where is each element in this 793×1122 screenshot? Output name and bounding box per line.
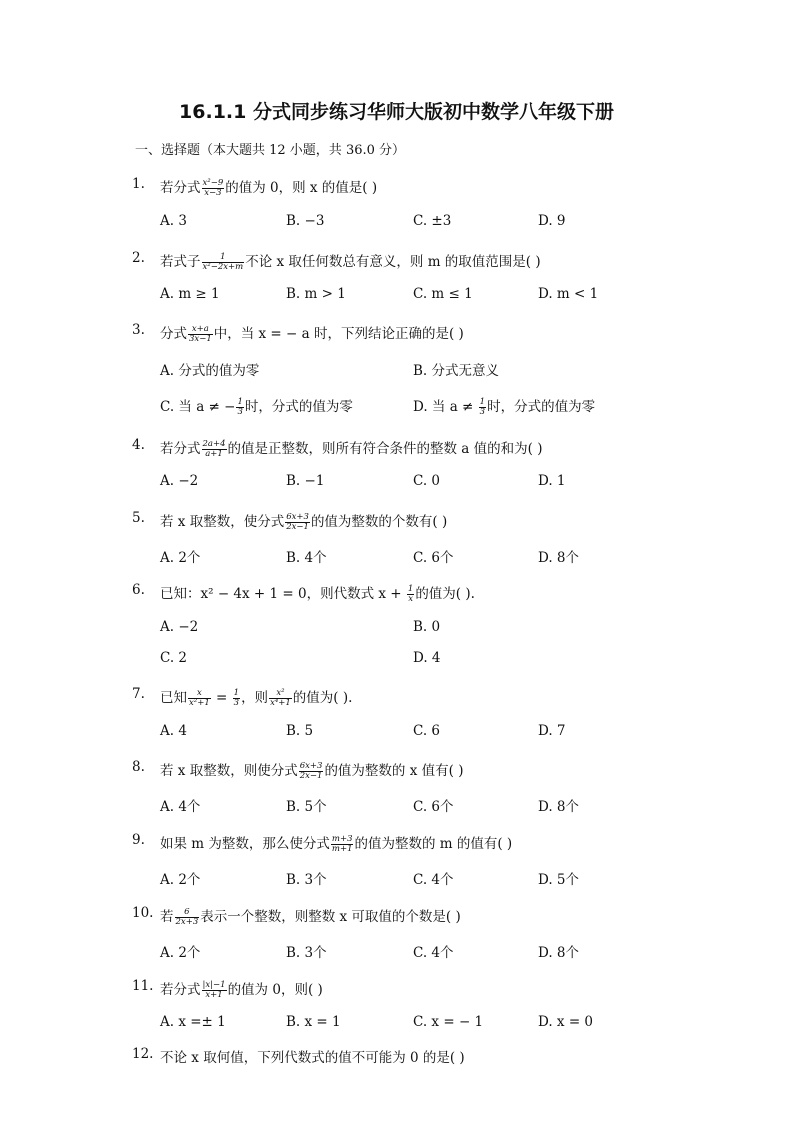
option-c: C. 2	[160, 650, 188, 666]
section-heading: 一、选择题（本大题共 12 小题，共 36.0 分）	[135, 143, 406, 158]
option-d: D. 8个	[538, 945, 580, 961]
question-number: 10.	[132, 905, 154, 921]
option-d: D. 5个	[538, 872, 580, 888]
option-a: A. 分式的值为零	[160, 363, 260, 379]
fraction: $\frac{1}{3}$	[479, 397, 486, 417]
option-b: B. 3个	[286, 872, 327, 888]
option-c: C. 0	[413, 473, 441, 489]
question-stem: 若 x 取整数，则使分式 $\frac{6x+3}{2x-1}$ 的值为整数的 x 值有( )	[160, 761, 464, 781]
question-number: 8.	[132, 759, 145, 775]
option-c: C. 4个	[413, 872, 454, 888]
option-a: A. 4个	[160, 799, 201, 815]
option-d: D. x = 0	[538, 1014, 594, 1030]
option-a: A. 2个	[160, 550, 201, 566]
option-b: B. 分式无意义	[413, 363, 500, 379]
question-stem: 若分式 $\frac{2a+4}{a+1}$ 的值是正整数，则所有符合条件的整数 a 值的和为( )	[160, 439, 543, 459]
question-number: 3.	[132, 322, 145, 338]
fraction: $\frac{6x+3}{2x-1}$	[286, 512, 309, 532]
option-b: B. 5个	[286, 799, 327, 815]
option-b: B. x = 1	[286, 1014, 341, 1030]
option-d: D. 8个	[538, 799, 580, 815]
question-stem: 若式子 $\frac{1}{\text{x²−2x+m}}$ 不论 x 取任何数总有意义，则 m 的取值范围是( )	[160, 252, 541, 272]
option-a: A. 3	[160, 213, 187, 229]
option-b: B. −1	[286, 473, 325, 489]
question-number: 5.	[132, 510, 145, 526]
question-stem: 分式 $\frac{x+a}{3x-1}$ 中，当 x = − a 时，下列结论正确的是( )	[160, 324, 464, 344]
option-b: B. −3	[286, 213, 325, 229]
fraction: $\frac{2a+4}{a+1}$	[202, 439, 226, 459]
option-c: C. 4个	[413, 945, 454, 961]
question-stem: 若分式 $\frac{|x|-1}{x+1}$ 的值为 0，则( )	[160, 980, 323, 1000]
question-number: 12.	[132, 1046, 154, 1062]
option-d: D. 当 a ≠ $\frac{1}{3}$ 时，分式的值为零	[413, 397, 596, 417]
option-c: C. m ≤ 1	[413, 286, 473, 302]
option-b: B. 0	[413, 619, 441, 635]
question-number: 11.	[132, 978, 154, 994]
fraction: $\frac{x+a}{3x-1}$	[189, 324, 212, 344]
option-a: A. 2个	[160, 945, 201, 961]
fraction: $\frac{\text{x²}}{\text{x⁴+1}}$	[270, 688, 291, 708]
fraction: $\frac{6}{2x+3}$	[175, 907, 199, 927]
fraction: $\frac{6x+3}{2x-1}$	[299, 761, 323, 781]
option-c: C. 6个	[413, 799, 454, 815]
option-d: D. 8个	[538, 550, 580, 566]
fraction: $\frac{|x|-1}{x+1}$	[202, 980, 226, 1000]
option-b: B. 3个	[286, 945, 327, 961]
question-number: 2.	[132, 250, 145, 266]
option-d: D. 4	[413, 650, 441, 666]
option-b: B. 5	[286, 723, 314, 739]
option-d: D. 7	[538, 723, 566, 739]
question-stem: 不论 x 取何值，下列代数式的值不可能为 0 的是( )	[160, 1050, 465, 1066]
fraction: $\frac{1}{3}$	[233, 688, 240, 708]
question-number: 7.	[132, 686, 145, 702]
option-a: A. 2个	[160, 872, 201, 888]
option-a: A. 4	[160, 723, 187, 739]
question-number: 4.	[132, 437, 145, 453]
question-stem: 如果 m 为整数，那么使分式 $\frac{m+3}{m+1}$ 的值为整数的 m 的值有( )	[160, 834, 513, 854]
fraction: $\frac{1}{\text{x²−2x+m}}$	[202, 252, 244, 272]
option-b: B. 4个	[286, 550, 327, 566]
option-a: A. −2	[160, 619, 199, 635]
option-b: B. m > 1	[286, 286, 346, 302]
option-a: A. −2	[160, 473, 199, 489]
question-stem: 若 x 取整数，使分式 $\frac{6x+3}{2x-1}$ 的值为整数的个数有( )	[160, 512, 448, 532]
question-stem: 若分式 $\frac{\text{x²−9}}{x-3}$ 的值为 0，则 x 的值是( )	[160, 178, 378, 198]
option-c: C. ±3	[413, 213, 452, 229]
fraction: $\frac{x}{\text{x²+1}}$	[189, 688, 210, 708]
fraction: $\frac{1}{3}$	[237, 397, 243, 417]
option-d: D. m < 1	[538, 286, 599, 302]
document-title: 16.1.1 分式同步练习华师大版初中数学八年级下册	[179, 101, 614, 123]
question-number: 6.	[132, 582, 145, 598]
option-c: C. x = − 1	[413, 1014, 484, 1030]
fraction: $\frac{m+3}{m+1}$	[331, 834, 353, 854]
question-stem: 已知：x² − 4x + 1 = 0，则代数式 x + $\frac{1}{x}$ 的值为( ).	[160, 584, 475, 604]
option-a: A. m ≥ 1	[160, 286, 220, 302]
fraction: $\frac{\text{x²−9}}{x-3}$	[202, 178, 224, 198]
option-d: D. 1	[538, 473, 566, 489]
option-c: C. 6	[413, 723, 441, 739]
option-c: C. 当 a ≠ − $\frac{1}{3}$ 时，分式的值为零	[160, 397, 353, 417]
question-number: 9.	[132, 832, 145, 848]
option-d: D. 9	[538, 213, 566, 229]
question-number: 1.	[132, 176, 145, 192]
option-c: C. 6个	[413, 550, 454, 566]
question-stem: 已知 $\frac{x}{\text{x²+1}}$ = $\frac{1}{3}$ ，则 $\frac{\text{x²}}{\text{x⁴+1}}$ 的值为( ).	[160, 688, 353, 708]
fraction: $\frac{1}{x}$	[407, 584, 414, 604]
option-a: A. x =± 1	[160, 1014, 226, 1030]
question-stem: 若 $\frac{6}{2x+3}$ 表示一个整数，则整数 x 可取值的个数是( )	[160, 907, 461, 927]
